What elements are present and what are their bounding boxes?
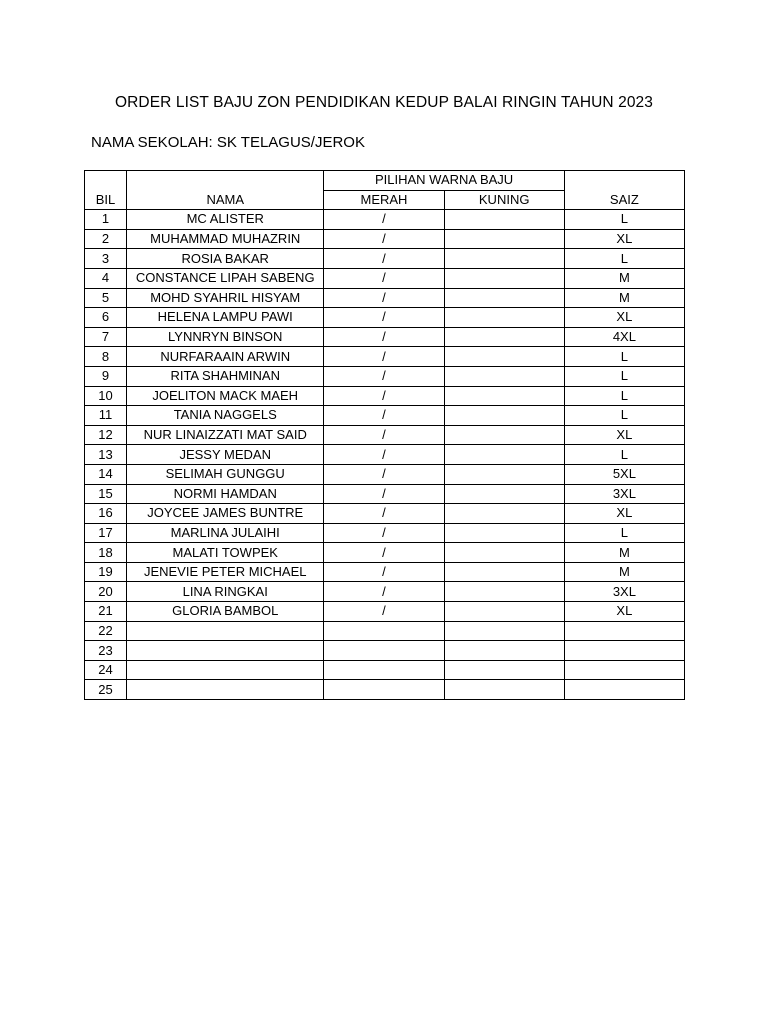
cell-saiz: 5XL (564, 464, 684, 484)
cell-kuning (444, 641, 564, 661)
cell-saiz (564, 641, 684, 661)
cell-kuning (444, 464, 564, 484)
cell-kuning (444, 288, 564, 308)
cell-merah: / (324, 445, 444, 465)
cell-bil: 11 (85, 406, 127, 426)
cell-merah: / (324, 308, 444, 328)
cell-bil: 3 (85, 249, 127, 269)
cell-bil: 17 (85, 523, 127, 543)
table-row (85, 425, 685, 445)
cell-saiz: L (564, 210, 684, 230)
cell-saiz (564, 660, 684, 680)
order-table (84, 170, 685, 700)
cell-saiz: L (564, 347, 684, 367)
table-row (85, 308, 685, 328)
cell-merah: / (324, 288, 444, 308)
cell-saiz: XL (564, 229, 684, 249)
cell-kuning (444, 347, 564, 367)
cell-merah (324, 621, 444, 641)
cell-nama: RITA SHAHMINAN (127, 366, 324, 386)
table-row (85, 523, 685, 543)
table-row (85, 543, 685, 563)
table-row (85, 386, 685, 406)
cell-saiz: M (564, 543, 684, 563)
table-row (85, 288, 685, 308)
cell-nama (127, 641, 324, 661)
cell-merah: / (324, 504, 444, 524)
table-row (85, 621, 685, 641)
cell-nama: MUHAMMAD MUHAZRIN (127, 229, 324, 249)
cell-saiz (564, 680, 684, 700)
table-row (85, 680, 685, 700)
header-merah: MERAH (324, 190, 444, 210)
cell-bil: 2 (85, 229, 127, 249)
table-row (85, 366, 685, 386)
cell-saiz: 4XL (564, 327, 684, 347)
school-name-label: NAMA SEKOLAH: SK TELAGUS/JEROK (91, 134, 365, 151)
cell-bil: 16 (85, 504, 127, 524)
cell-merah: / (324, 366, 444, 386)
cell-nama: LYNNRYN BINSON (127, 327, 324, 347)
cell-kuning (444, 425, 564, 445)
cell-kuning (444, 660, 564, 680)
cell-saiz: L (564, 445, 684, 465)
cell-bil: 13 (85, 445, 127, 465)
cell-saiz: XL (564, 504, 684, 524)
table-row (85, 464, 685, 484)
cell-nama: JOYCEE JAMES BUNTRE (127, 504, 324, 524)
cell-bil: 19 (85, 562, 127, 582)
cell-merah: / (324, 210, 444, 230)
cell-bil: 18 (85, 543, 127, 563)
table-row (85, 660, 685, 680)
cell-bil: 15 (85, 484, 127, 504)
cell-kuning (444, 445, 564, 465)
cell-saiz: M (564, 562, 684, 582)
cell-kuning (444, 229, 564, 249)
cell-nama: NORMI HAMDAN (127, 484, 324, 504)
cell-bil: 12 (85, 425, 127, 445)
cell-kuning (444, 602, 564, 622)
cell-saiz: 3XL (564, 582, 684, 602)
cell-saiz (564, 621, 684, 641)
cell-kuning (444, 543, 564, 563)
cell-nama: JOELITON MACK MAEH (127, 386, 324, 406)
cell-nama: MOHD SYAHRIL HISYAM (127, 288, 324, 308)
table-row (85, 641, 685, 661)
table-row (85, 562, 685, 582)
cell-kuning (444, 504, 564, 524)
cell-merah: / (324, 347, 444, 367)
cell-bil: 1 (85, 210, 127, 230)
cell-nama: MC ALISTER (127, 210, 324, 230)
cell-saiz: L (564, 523, 684, 543)
cell-nama: SELIMAH GUNGGU (127, 464, 324, 484)
cell-kuning (444, 582, 564, 602)
cell-merah: / (324, 425, 444, 445)
table-row (85, 229, 685, 249)
cell-saiz: M (564, 268, 684, 288)
cell-nama: MALATI TOWPEK (127, 543, 324, 563)
cell-saiz: 3XL (564, 484, 684, 504)
table-row (85, 504, 685, 524)
cell-nama (127, 680, 324, 700)
cell-kuning (444, 327, 564, 347)
table-row (85, 268, 685, 288)
cell-bil: 25 (85, 680, 127, 700)
cell-bil: 8 (85, 347, 127, 367)
cell-merah: / (324, 386, 444, 406)
cell-kuning (444, 386, 564, 406)
cell-bil: 21 (85, 602, 127, 622)
header-kuning: KUNING (444, 190, 564, 210)
cell-nama (127, 621, 324, 641)
cell-kuning (444, 680, 564, 700)
cell-nama: NURFARAAIN ARWIN (127, 347, 324, 367)
cell-kuning (444, 249, 564, 269)
cell-merah: / (324, 543, 444, 563)
table-row (85, 327, 685, 347)
table-row (85, 347, 685, 367)
cell-merah: / (324, 523, 444, 543)
cell-bil: 22 (85, 621, 127, 641)
cell-nama: LINA RINGKAI (127, 582, 324, 602)
cell-nama: NUR LINAIZZATI MAT SAID (127, 425, 324, 445)
cell-merah: / (324, 229, 444, 249)
cell-nama: HELENA LAMPU PAWI (127, 308, 324, 328)
cell-saiz: XL (564, 602, 684, 622)
cell-kuning (444, 268, 564, 288)
table-row (85, 249, 685, 269)
cell-bil: 24 (85, 660, 127, 680)
order-table-header (85, 171, 685, 210)
cell-merah: / (324, 582, 444, 602)
table-row (85, 210, 685, 230)
cell-merah (324, 641, 444, 661)
cell-kuning (444, 210, 564, 230)
cell-saiz: L (564, 249, 684, 269)
cell-nama: TANIA NAGGELS (127, 406, 324, 426)
document-title: ORDER LIST BAJU ZON PENDIDIKAN KEDUP BALAI RINGIN TAHUN 2023 (114, 94, 654, 111)
cell-bil: 7 (85, 327, 127, 347)
cell-kuning (444, 366, 564, 386)
cell-bil: 5 (85, 288, 127, 308)
cell-merah: / (324, 327, 444, 347)
cell-merah: / (324, 249, 444, 269)
cell-nama: GLORIA BAMBOL (127, 602, 324, 622)
header-bil: BIL (85, 171, 127, 210)
cell-saiz: L (564, 406, 684, 426)
cell-nama: JENEVIE PETER MICHAEL (127, 562, 324, 582)
table-row (85, 582, 685, 602)
cell-saiz: L (564, 366, 684, 386)
table-row (85, 406, 685, 426)
cell-merah (324, 660, 444, 680)
cell-kuning (444, 621, 564, 641)
header-nama: NAMA (127, 171, 324, 210)
header-pilihan-warna: PILIHAN WARNA BAJU (324, 171, 564, 191)
cell-bil: 9 (85, 366, 127, 386)
cell-bil: 20 (85, 582, 127, 602)
cell-saiz: XL (564, 308, 684, 328)
cell-kuning (444, 523, 564, 543)
cell-nama (127, 660, 324, 680)
table-row (85, 445, 685, 465)
header-saiz: SAIZ (564, 171, 684, 210)
cell-saiz: L (564, 386, 684, 406)
cell-nama: CONSTANCE LIPAH SABENG (127, 268, 324, 288)
cell-bil: 4 (85, 268, 127, 288)
cell-merah: / (324, 464, 444, 484)
cell-merah: / (324, 268, 444, 288)
cell-kuning (444, 406, 564, 426)
cell-bil: 14 (85, 464, 127, 484)
cell-merah: / (324, 562, 444, 582)
cell-merah: / (324, 406, 444, 426)
cell-merah: / (324, 484, 444, 504)
cell-saiz: M (564, 288, 684, 308)
table-row (85, 484, 685, 504)
cell-nama: JESSY MEDAN (127, 445, 324, 465)
cell-merah: / (324, 602, 444, 622)
cell-nama: ROSIA BAKAR (127, 249, 324, 269)
cell-kuning (444, 484, 564, 504)
cell-kuning (444, 562, 564, 582)
cell-merah (324, 680, 444, 700)
cell-bil: 10 (85, 386, 127, 406)
cell-bil: 23 (85, 641, 127, 661)
cell-saiz: XL (564, 425, 684, 445)
table-row (85, 602, 685, 622)
order-table-body (85, 210, 685, 700)
cell-bil: 6 (85, 308, 127, 328)
cell-kuning (444, 308, 564, 328)
cell-nama: MARLINA JULAIHI (127, 523, 324, 543)
